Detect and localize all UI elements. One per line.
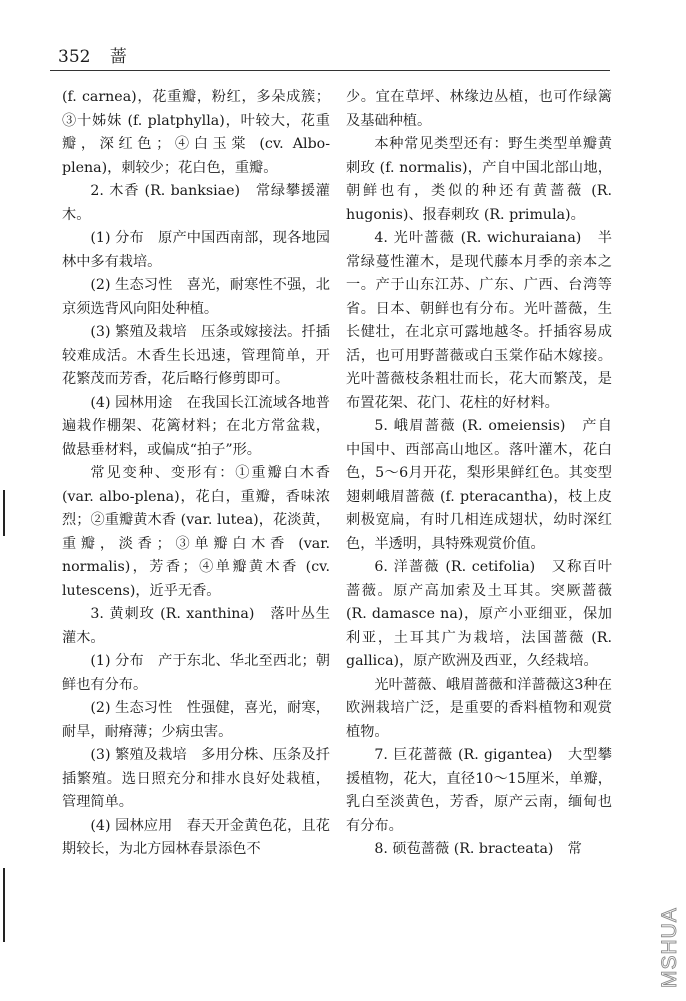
right-column (346, 86, 612, 862)
header-rule (50, 70, 610, 71)
watermark (654, 870, 682, 992)
paragraph: (1) 分布 原产中国西南部，现各地园林中多有栽培。 (62, 230, 330, 270)
paragraph: 5. 峨眉蔷薇 (R. omeiensis) 产自中国中、西部高山地区。落叶灌木，花白色，5～6月开花，梨形果鲜红色。其变型翅刺峨眉蔷薇 (f. pteracantha)，枝上皮刺极宽扁，有时几相连成翅状，幼时深红色，半透明，具特殊观赏价值。 (346, 418, 612, 552)
watermark-text: MSHUA (658, 907, 681, 988)
paragraph: 少。宜在草坪、林缘边丛植，也可作绿篱及基础种植。 (346, 89, 612, 129)
paragraph: (3) 繁殖及栽培 多用分株、压条及扦插繁殖。选日照充分和排水良好处栽植，管理简单。 (62, 747, 330, 810)
paragraph: (1) 分布 产于东北、华北至西北；朝鲜也有分布。 (62, 653, 330, 693)
page-number: 352 (58, 47, 91, 67)
scan-edge-mark (3, 868, 5, 942)
paragraph: (3) 繁殖及栽培 压条或嫁接法。扦插较难成活。木香生长迅速，管理简单，开花繁茂而芳香，花后略行修剪即可。 (62, 324, 330, 387)
paragraph: (2) 生态习性 喜光，耐寒性不强，北京须选背风向阳处种植。 (62, 277, 330, 317)
paragraph: (2) 生态习性 性强健，喜光，耐寒，耐旱，耐瘠薄；少病虫害。 (62, 700, 330, 740)
paragraph: (4) 园林应用 春天开金黄色花，且花期较长，为北方园林春景添色不 (62, 817, 330, 857)
paragraph: 2. 木香 (R. banksiae) 常绿攀援灌木。 (62, 183, 330, 223)
paragraph: (f. carnea)，花重瓣，粉红，多朵成簇；③十姊妹 (f. platphylla)，叶较大，花重瓣，深红色；④白玉棠 (cv. Albo-plena)，刺较少；花白色，重瓣。 (62, 89, 330, 176)
paragraph: 3. 黄刺玫 (R. xanthina) 落叶丛生灌木。 (62, 606, 330, 646)
paragraph: 7. 巨花蔷薇 (R. gigantea) 大型攀援植物，花大，直径10～15厘米，单瓣，乳白至淡黄色，芳香，原产云南，缅甸也有分布。 (346, 747, 612, 834)
paragraph: (4) 园林用途 在我国长江流域各地普遍栽作棚架、花篱材料；在北方常盆栽，做悬垂材料，或偏成“拍子”形。 (62, 394, 330, 458)
paragraph: 8. 硕苞蔷薇 (R. bracteata) 常 (374, 841, 582, 857)
paragraph: 常见变种、变形有：①重瓣白木香 (var. albo-plena)，花白，重瓣，香味浓烈；②重瓣黄木香 (var. lutea)，花淡黄，重瓣，淡香；③单瓣白木香 (var. normalis)，芳香；④单瓣黄木香 (cv. lutescens)，近乎无香。 (62, 465, 330, 599)
paragraph: 本种常见类型还有：野生类型单瓣黄刺玫 (f. normalis)，产自中国北部山地，朝鲜也有，类似的种还有黄蔷薇 (R. hugonis)、报春刺玫 (R. primula)。 (346, 136, 612, 223)
paragraph: 光叶蔷薇、峨眉蔷薇和洋蔷薇这3种在欧洲栽培广泛，是重要的香料植物和观赏植物。 (346, 676, 612, 740)
paragraph: 6. 洋蔷薇 (R. cetifolia) 又称百叶蔷薇。原产高加索及土耳其。突厥蔷薇 (R. damasce na)，原产小亚细亚，保加利亚，土耳其广为栽培，法国蔷薇 (R. gallica)，原产欧洲及西亚，久经栽培。 (346, 559, 612, 669)
scan-edge-mark (3, 490, 5, 536)
page-header (58, 42, 127, 67)
left-column (62, 86, 330, 862)
section-title: 蔷 (109, 47, 127, 67)
paragraph: 4. 光叶蔷薇 (R. wichuraiana) 半常绿蔓性灌木，是现代藤本月季的亲本之一。产于山东江苏、广东、广西、台湾等省。日本、朝鲜也有分布。光叶蔷薇，生长健壮，在北京可露地越冬。扦插容易成活，也可用野蔷薇或白玉棠作砧木嫁接。光叶蔷薇枝条粗壮而长，花大而繁茂，是布置花架、花门、花柱的好材料。 (346, 230, 612, 411)
